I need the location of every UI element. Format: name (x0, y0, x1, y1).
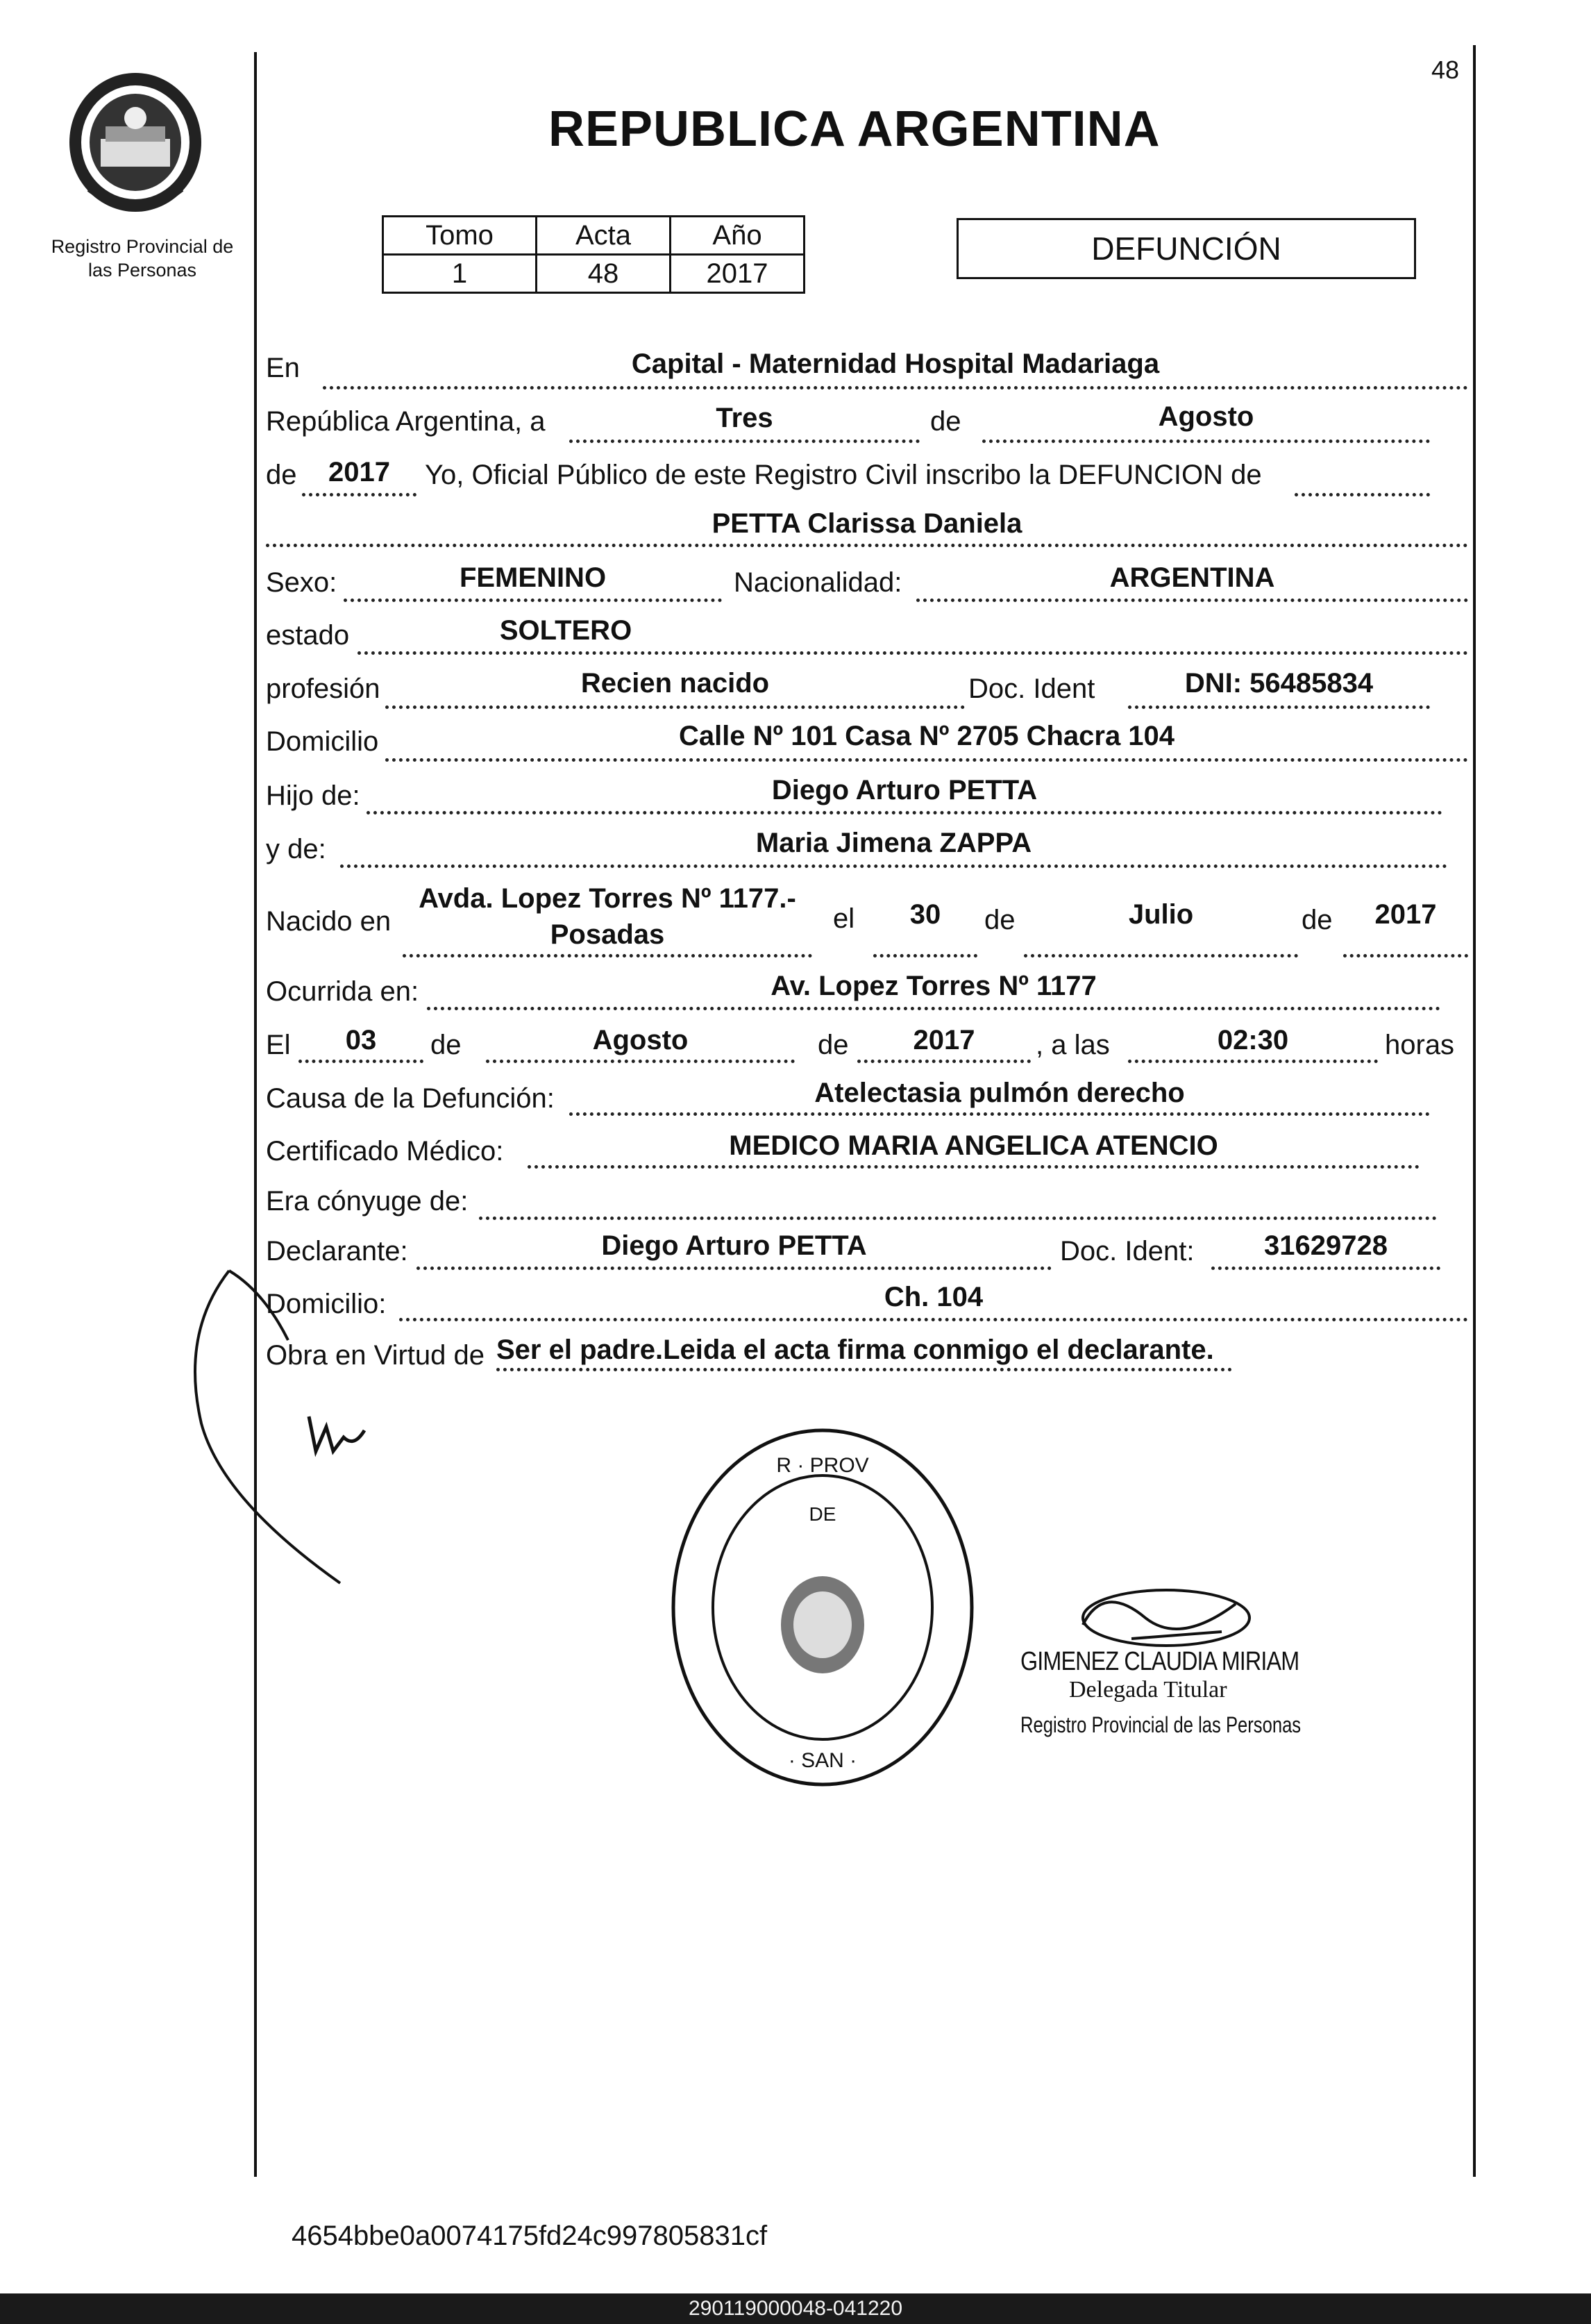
declarante-value: Diego Arturo PETTA (601, 1230, 867, 1261)
rep-label: República Argentina, a (266, 406, 546, 437)
estado-label: estado (266, 620, 350, 651)
declarante-label: Declarante: (266, 1236, 408, 1267)
def-anio-line (857, 1060, 1031, 1063)
nac-anio-value: 2017 (1374, 899, 1437, 930)
barcode-bar (0, 2293, 1591, 2324)
domicilio-label: Domicilio (266, 726, 379, 757)
value-tomo: 1 (383, 255, 537, 293)
causa-value: Atelectasia pulmón derecho (814, 1078, 1185, 1108)
sexo-label: Sexo: (266, 567, 337, 598)
sexo-line (344, 599, 722, 602)
de-label-1: de (930, 406, 961, 437)
obra-line (496, 1368, 1232, 1371)
def-mes-value: Agosto (592, 1025, 689, 1055)
barcode-text: 290119000048-041220 (688, 2297, 903, 2320)
handwritten-signature-left (167, 1250, 375, 1597)
dia-line (569, 440, 920, 443)
estado-value: SOLTERO (499, 615, 632, 646)
en-line (323, 386, 1468, 390)
nombre-value: PETTA Clarissa Daniela (712, 508, 1022, 539)
nac-anio-line (1343, 954, 1468, 958)
page-number: 48 (1431, 56, 1460, 84)
de-label-2: de (266, 460, 297, 490)
cert-label: Certificado Médico: (266, 1136, 504, 1167)
value-anio: 2017 (671, 255, 805, 293)
svg-text:· SAN ·: · SAN · (788, 1749, 857, 1772)
nacido-lugar-2: Posadas (550, 919, 665, 950)
nacionalidad-label: Nacionalidad: (734, 567, 902, 598)
def-mes-line (486, 1060, 795, 1063)
padre-line (367, 811, 1442, 814)
causa-line (569, 1112, 1430, 1116)
profesion-value: Recien nacido (580, 668, 770, 699)
nacionalidad-value: ARGENTINA (1109, 562, 1275, 593)
anio-line (302, 493, 416, 496)
ocurrida-line (427, 1007, 1440, 1010)
declarante-line (416, 1267, 1052, 1270)
yo-text: Yo, Oficial Público de este Registro Civil inscribo la DEFUNCION de (425, 460, 1262, 490)
ocurrida-label: Ocurrida en: (266, 976, 419, 1007)
sexo-value: FEMENINO (459, 562, 607, 593)
doc-line (1128, 705, 1430, 709)
record-table-value-row (383, 255, 805, 293)
nac-dia-value: 30 (909, 899, 941, 930)
dom2-label: Domicilio: (266, 1289, 387, 1319)
record-table (382, 215, 805, 294)
profesion-label: profesión (266, 674, 380, 704)
de-label-5: de (430, 1030, 462, 1060)
alas-label: , a las (1036, 1030, 1110, 1060)
horas-label: horas (1385, 1030, 1455, 1060)
padre-value: Diego Arturo PETTA (771, 775, 1038, 805)
cert-value: MEDICO MARIA ANGELICA ATENCIO (729, 1130, 1218, 1161)
nombre-line (266, 544, 1468, 547)
left-margin-rule (254, 52, 257, 2177)
nac-dia-line (873, 954, 977, 958)
yde-label: y de: (266, 834, 326, 864)
conyuge-line (479, 1217, 1437, 1220)
obra-value: Ser el padre.Leida el acta firma conmigo el declarante. (496, 1335, 1214, 1365)
mes-line (982, 440, 1430, 443)
de-label-6: de (818, 1030, 849, 1060)
dom2-value: Ch. 104 (884, 1282, 984, 1312)
registry-label-1: Registro Provincial de (51, 236, 234, 257)
hijo-label: Hijo de: (266, 780, 360, 811)
en-label: En (266, 353, 300, 383)
nac-mes-line (1024, 954, 1298, 958)
doc2-line (1211, 1267, 1440, 1270)
record-table-header-row (383, 217, 805, 255)
hora-value: 02:30 (1217, 1025, 1289, 1055)
lugar-value: Capital - Maternidad Hospital Madariaga (631, 349, 1160, 379)
domicilio-value: Calle Nº 101 Casa Nº 2705 Chacra 104 (678, 721, 1175, 751)
yo-line (1295, 493, 1430, 496)
doc-label: Doc. Ident (968, 674, 1095, 704)
nacido-line (403, 954, 812, 958)
official-seal (666, 1423, 979, 1791)
registry-label-2: las Personas (87, 260, 197, 281)
header-acta: Acta (537, 217, 671, 255)
dia-value: Tres (716, 403, 773, 433)
document-hash: 4654bbe0a0074175fd24c997805831cf (292, 2221, 768, 2251)
doc2-value: 31629728 (1264, 1230, 1388, 1261)
svg-text:DE: DE (809, 1503, 836, 1525)
el2-label: El (266, 1030, 291, 1060)
nacionalidad-line (916, 599, 1468, 602)
cert-line (528, 1165, 1420, 1169)
signatory-office: Registro Provincial de las Personas (1020, 1712, 1302, 1737)
header-tomo: Tomo (383, 217, 537, 255)
hora-line (1128, 1060, 1378, 1063)
province-logo (62, 62, 208, 215)
nacido-lugar-1: Avda. Lopez Torres Nº 1177.- (419, 883, 796, 914)
madre-value: Maria Jimena ZAPPA (755, 828, 1032, 858)
nac-mes-value: Julio (1128, 899, 1194, 930)
header-anio: Año (671, 217, 805, 255)
nacido-label: Nacido en (266, 906, 392, 937)
obra-label: Obra en Virtud de (266, 1340, 485, 1371)
svg-text:R · PROV: R · PROV (776, 1454, 869, 1477)
estado-line (357, 651, 1468, 655)
record-type: DEFUNCIÓN (1091, 231, 1281, 267)
de-label-4: de (1302, 905, 1333, 935)
doc-value: DNI: 56485834 (1184, 668, 1374, 699)
conyuge-label: Era cónyuge de: (266, 1186, 469, 1217)
def-dia-line (298, 1060, 423, 1063)
de-label-3: de (984, 905, 1016, 935)
right-margin-rule (1473, 45, 1476, 2177)
value-acta: 48 (537, 255, 671, 293)
domicilio-line (385, 758, 1468, 762)
anio-value: 2017 (328, 457, 390, 487)
profesion-line (385, 705, 965, 709)
doc2-label: Doc. Ident: (1060, 1236, 1195, 1267)
el-label: el (833, 903, 855, 934)
def-anio-value: 2017 (913, 1025, 975, 1055)
dom2-line (399, 1318, 1468, 1321)
signatory-role: Delegada Titular (1069, 1677, 1227, 1703)
madre-line (340, 864, 1447, 868)
ocurrida-value: Av. Lopez Torres Nº 1177 (771, 971, 1097, 1001)
mes-value: Agosto (1158, 401, 1254, 432)
causa-label: Causa de la Defunción: (266, 1083, 555, 1114)
def-dia-value: 03 (345, 1025, 377, 1055)
signatory-name: GIMENEZ CLAUDIA MIRIAM (1020, 1647, 1299, 1676)
record-type-box (957, 218, 1416, 279)
page-title: REPUBLICA ARGENTINA (548, 101, 1161, 157)
